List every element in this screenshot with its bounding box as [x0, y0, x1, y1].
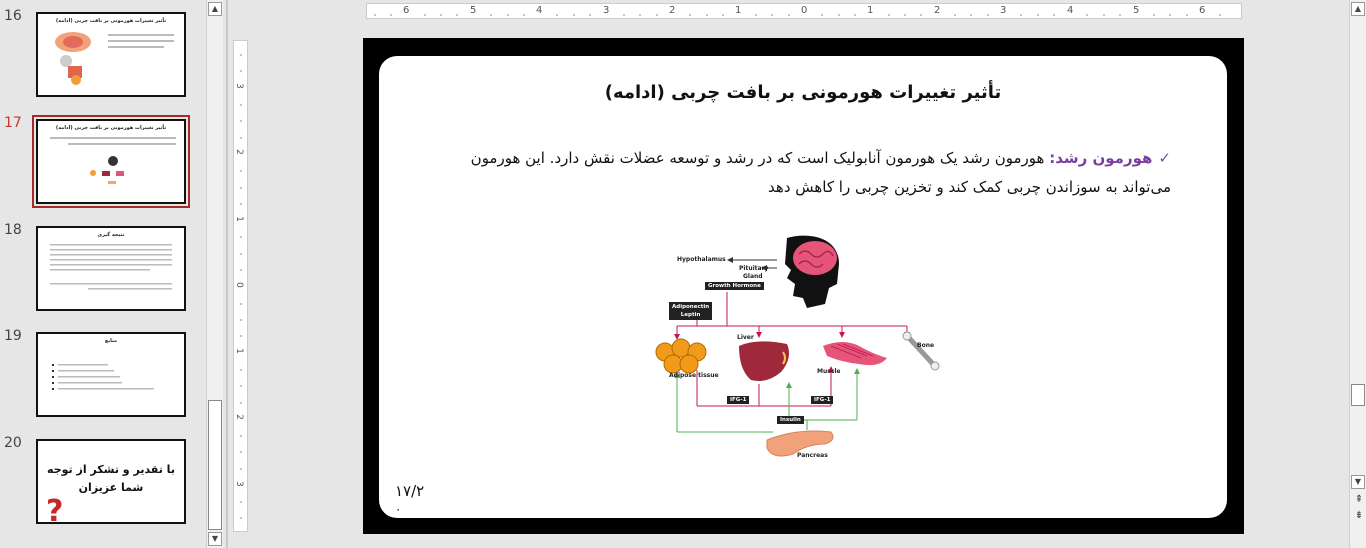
slide-canvas[interactable]: [363, 38, 1244, 534]
scroll-up-button[interactable]: ▲: [208, 2, 222, 16]
horizontal-ruler: [366, 3, 1242, 19]
scroll-down-button[interactable]: ▼: [1351, 475, 1365, 489]
svg-text:?: ?: [46, 494, 64, 522]
liver-icon: [739, 341, 789, 381]
slide-thumbnail-pane: [0, 0, 205, 548]
thumbnail-number-20: 20: [4, 435, 22, 451]
label-liver: Liver: [737, 334, 754, 341]
ruler-label: 2: [233, 149, 244, 155]
thumbnail-title: نتیجه گیری: [97, 232, 125, 238]
thumbnail-figure: [38, 121, 184, 202]
ruler-label: 2: [233, 414, 244, 420]
ruler-label: 2: [669, 5, 676, 16]
brain-icon: [793, 241, 837, 275]
ruler-label: 3: [233, 83, 244, 89]
bullet-body: هورمون رشد یک هورمون آنابولیک است که در رشد و توسعه عضلات نقش دارد. این هورمون می‌تواند به سوزاندن چربی کمک کند و تخزین چربی را کاهش دهد: [470, 149, 1171, 196]
adiponectin-leptin-box: [669, 302, 712, 320]
ruler-label: 3: [1000, 5, 1007, 16]
diagram-graphics: [647, 234, 943, 466]
thumbnail-text-lines: [38, 228, 184, 309]
slide-content-area[interactable]: [379, 56, 1227, 518]
ruler-label: 6: [403, 5, 410, 16]
label-leptin: Leptin: [680, 312, 701, 318]
igf1-box-muscle: IFG-1: [811, 396, 833, 404]
thanks-line-2: شما عزیزان: [78, 481, 144, 494]
ruler-label: 1: [233, 348, 244, 354]
thumbnail-number-18: 18: [4, 222, 22, 238]
slide-thumbnail-19[interactable]: [36, 332, 186, 417]
ruler-label: 4: [536, 5, 543, 16]
bullet-text-box[interactable]: [429, 144, 1171, 202]
thumbnail-number-16: 16: [4, 8, 22, 24]
slide-thumbnail-17-selected[interactable]: [36, 119, 186, 204]
ruler-label: 1: [735, 5, 742, 16]
label-bone: Bone: [917, 342, 935, 349]
thumbnail-number-19: 19: [4, 328, 22, 344]
ruler-label: 1: [867, 5, 874, 16]
thumbnail-number-17: 17: [4, 115, 22, 131]
scrollbar-thumb[interactable]: [1351, 384, 1365, 406]
ruler-label: 5: [1133, 5, 1140, 16]
label-adiponectin: Adiponectin: [672, 304, 710, 310]
scroll-down-button[interactable]: ▼: [208, 532, 222, 546]
ruler-ticks: [234, 41, 247, 531]
thumbnail-title: تأثیر تغییرات هورمونی بر بافت چربی (ادامه): [55, 125, 167, 131]
igf1-box-liver: IFG-1: [727, 396, 749, 404]
previous-slide-icon[interactable]: ⇞: [1354, 494, 1364, 505]
thumbnail-figure: [38, 14, 184, 95]
pane-divider[interactable]: [226, 0, 228, 548]
ruler-ticks: [367, 4, 1241, 18]
ruler-label: 4: [1067, 5, 1074, 16]
label-pancreas: Pancreas: [797, 452, 828, 459]
ruler-label: 0: [801, 5, 808, 16]
ruler-label: 6: [1199, 5, 1206, 16]
slide-thumbnail-16[interactable]: [36, 12, 186, 97]
scroll-up-button[interactable]: ▲: [1351, 2, 1365, 16]
ruler-label: 0: [233, 282, 244, 288]
slide-editor-scrollbar[interactable]: [1349, 0, 1366, 548]
ruler-label: 3: [603, 5, 610, 16]
insulin-box: Insulin: [777, 416, 804, 424]
growth-hormone-box: Growth Hormone: [705, 282, 764, 290]
slide-title[interactable]: تأثیر تغییرات هورمونی بر بافت چربی (ادامه): [604, 82, 1002, 103]
slide-thumbnail-20[interactable]: [36, 439, 186, 524]
slide-number-continuation: ۰: [395, 502, 402, 516]
ruler-label: 2: [934, 5, 941, 16]
label-pituitary: Pituitary: [739, 265, 769, 272]
label-hypothalamus: Hypothalamus: [677, 256, 726, 263]
vertical-ruler: [233, 40, 248, 532]
thumbnail-title: منابع: [104, 338, 118, 344]
thumbnail-pane-scrollbar[interactable]: [206, 0, 223, 548]
next-slide-icon[interactable]: ⇟: [1354, 510, 1364, 521]
ruler-label: 5: [470, 5, 477, 16]
ruler-label: 3: [233, 481, 244, 487]
label-adipose-tissue: Adipose tissue: [669, 372, 719, 379]
growth-hormone-diagram[interactable]: [647, 234, 943, 466]
checkmark-bullet-icon: ✓: [1158, 149, 1171, 167]
bullet-term: هورمون رشد:: [1049, 149, 1153, 167]
ruler-label: 1: [233, 216, 244, 222]
question-mark-icon: [38, 441, 184, 522]
thanks-line-1: با تقدیر و تشکر از توجه: [47, 463, 175, 476]
muscle-icon: [823, 342, 887, 365]
slide-number: ۱۷/۲: [395, 482, 425, 500]
label-muscle: Muscle: [817, 368, 841, 375]
thumbnail-title: تأثیر تغییرات هورمونی بر بافت چربی (ادامه): [55, 18, 167, 24]
slide-thumbnail-18[interactable]: [36, 226, 186, 311]
label-gland: Gland: [743, 273, 763, 280]
thumbnail-list-lines: [38, 334, 184, 415]
scrollbar-thumb[interactable]: [208, 400, 222, 530]
